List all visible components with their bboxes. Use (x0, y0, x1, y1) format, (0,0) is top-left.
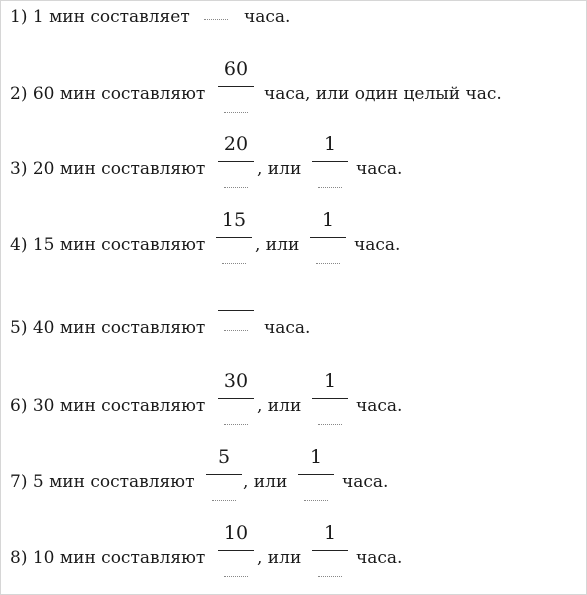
fraction-bar (218, 550, 254, 551)
exercise-text-end: часа. (354, 235, 401, 255)
fraction-bar (218, 161, 254, 162)
fraction-bar (218, 86, 254, 87)
fraction-bar (312, 550, 348, 551)
fraction-numerator: 1 (323, 133, 337, 155)
exercise-text: 7) 5 мин составляют (10, 472, 195, 492)
exercise-text-end: часа. (244, 7, 291, 27)
exercise-connector: , или (257, 548, 302, 568)
fraction-numerator: 1 (323, 522, 337, 544)
fraction-bar (218, 398, 254, 399)
denominator-blank (318, 576, 342, 577)
fraction-numerator: 1 (309, 446, 323, 468)
fraction-blank (216, 370, 256, 428)
exercise-text-end: часа. (264, 318, 311, 338)
denominator-blank (316, 263, 340, 264)
denominator-blank (318, 424, 342, 425)
denominator-blank (224, 424, 248, 425)
fraction-numerator: 15 (221, 209, 247, 231)
exercise-text-end: часа. (356, 159, 403, 179)
fraction-numerator: 20 (223, 133, 249, 155)
fraction-bar (312, 398, 348, 399)
exercise-text: 8) 10 мин составляют (10, 548, 206, 568)
fraction-blank (310, 133, 350, 191)
fraction-blank (296, 446, 336, 504)
exercise-connector: , или (257, 159, 302, 179)
fraction-bar (218, 310, 254, 311)
exercise-text-end: часа, или один целый час. (264, 84, 502, 104)
fraction-numerator: 30 (223, 370, 249, 392)
exercise-text: 6) 30 мин составляют (10, 396, 206, 416)
fraction-bar (298, 474, 334, 475)
fraction-blank (214, 209, 254, 267)
fraction-numerator: 5 (217, 446, 231, 468)
fraction-blank (216, 58, 256, 116)
exercise-text: 1) 1 мин составляет (10, 7, 190, 27)
fraction-bar (310, 237, 346, 238)
denominator-blank (224, 187, 248, 188)
exercise-text: 4) 15 мин составляют (10, 235, 206, 255)
exercise-text-end: часа. (342, 472, 389, 492)
denominator-blank (212, 500, 236, 501)
fraction-blank (310, 370, 350, 428)
exercise-connector: , или (255, 235, 300, 255)
exercise-text-end: часа. (356, 548, 403, 568)
fraction-numerator: 1 (321, 209, 335, 231)
denominator-blank (224, 576, 248, 577)
fraction-blank (308, 209, 348, 267)
fraction-blank (310, 522, 350, 580)
fraction-blank (216, 522, 256, 580)
fraction-bar (206, 474, 242, 475)
denominator-blank (222, 263, 246, 264)
fraction-bar (216, 237, 252, 238)
denominator-blank (204, 19, 228, 20)
fraction-bar (312, 161, 348, 162)
fraction-blank (196, 0, 236, 39)
exercise-text: 5) 40 мин составляют (10, 318, 206, 338)
fraction-numerator: 60 (223, 58, 249, 80)
denominator-blank (304, 500, 328, 501)
fraction-blank (204, 446, 244, 504)
exercise-text: 3) 20 мин составляют (10, 159, 206, 179)
exercise-connector: , или (243, 472, 288, 492)
denominator-blank (318, 187, 342, 188)
exercise-text: 2) 60 мин составляют (10, 84, 206, 104)
denominator-blank (224, 112, 248, 113)
fraction-numerator: 1 (323, 370, 337, 392)
fraction-numerator: 10 (223, 522, 249, 544)
exercise-text-end: часа. (356, 396, 403, 416)
exercise-connector: , или (257, 396, 302, 416)
denominator-blank (224, 330, 248, 331)
fraction-blank (216, 292, 256, 350)
fraction-blank (216, 133, 256, 191)
